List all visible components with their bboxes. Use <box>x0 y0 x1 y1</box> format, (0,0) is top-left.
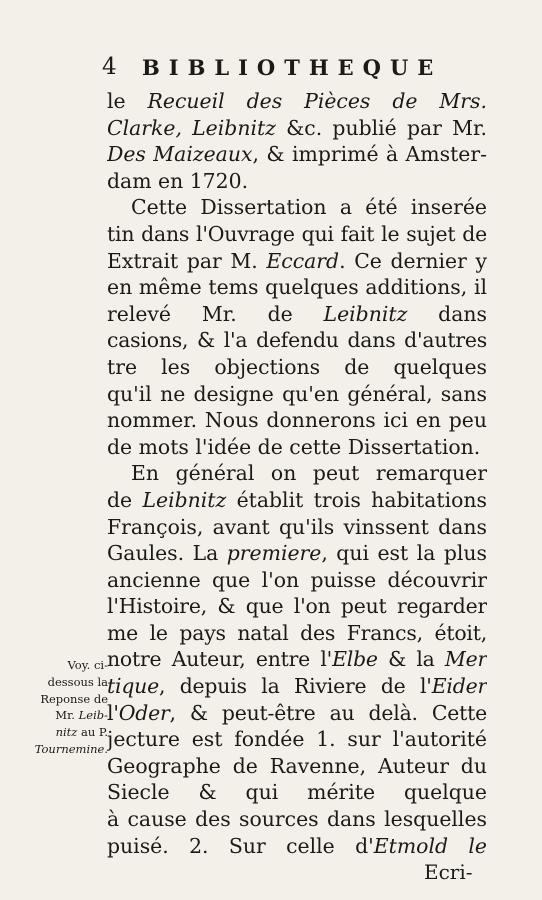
margin-note-line: nitz au P. <box>55 725 108 740</box>
text-line: relevé Mr. de Leibnitz dans <box>107 301 487 326</box>
text-line: me le pays natal des Francs, étoit, <box>107 620 487 645</box>
text-line: notre Auteur, entre l'Elbe & la Mer <box>107 647 487 672</box>
text-line: Geographe de Ravenne, Auteur du <box>107 753 487 778</box>
text-line: Clarke, Leibnitz &c. publié par Mr. <box>107 115 487 140</box>
body-text <box>107 88 487 859</box>
margin-note-line: Tournemine. <box>34 741 108 756</box>
text-line: à cause des sources dans lesquelles <box>107 807 487 832</box>
text-line: tre les objections de quelques <box>107 354 487 379</box>
catchword: Ecri- <box>424 860 473 884</box>
text-line: le Recueil des Pièces de Mrs. <box>107 89 487 113</box>
text-line: tique, depuis la Riviere de l'Eider <box>107 674 487 699</box>
text-line: Des Maizeaux, & imprimé à Amster- <box>107 142 487 167</box>
text-line: puisé. 2. Sur celle d'Etmold le <box>107 833 487 858</box>
text-line: dam en 1720. <box>107 168 249 193</box>
page-number: 4 <box>102 54 118 80</box>
text-line: nommer. Nous donnerons ici en peu <box>107 408 487 433</box>
text-line: de mots l'idée de cette Dissertation. <box>107 434 481 459</box>
text-line: tin dans l'Ouvrage qui fait le sujet de <box>107 221 487 246</box>
text-line: François, avant qu'ils vinssent dans <box>107 514 487 539</box>
page-header <box>102 52 443 86</box>
text-line: l'Oder, & peut-être au delà. Cette <box>107 700 487 725</box>
running-head: BIBLIOTHEQUE <box>142 55 443 80</box>
margin-note-line: Mr. Leib- <box>55 708 108 723</box>
text-line: ancienne que l'on puisse découvrir <box>107 567 487 592</box>
margin-note-line: Voy. ci- <box>67 658 108 672</box>
text-line: en même tems quelques additions, il <box>107 275 487 300</box>
text-line: Extrait par M. Eccard. Ce dernier y <box>107 248 487 273</box>
text-line: de Leibnitz établit trois habitations <box>107 487 487 512</box>
text-line: Cette Dissertation a été inserée <box>131 195 487 220</box>
text-line: Gaules. La premiere, qui est la plus <box>107 541 487 566</box>
margin-note-line: Reponse de <box>40 691 108 706</box>
text-line: Siecle & qui mérite quelque <box>107 780 487 805</box>
text-line: En général on peut remarquer <box>131 461 487 486</box>
margin-note <box>30 657 108 758</box>
text-line: l'Histoire, & que l'on peut regarder <box>107 594 487 619</box>
text-line: qu'il ne designe qu'en général, sans <box>107 381 487 406</box>
text-line: casions, & l'a defendu dans d'autres <box>107 328 487 353</box>
margin-note-line: dessous la <box>47 674 108 689</box>
text-line: jecture est fondée 1. sur l'autorité <box>107 727 487 752</box>
